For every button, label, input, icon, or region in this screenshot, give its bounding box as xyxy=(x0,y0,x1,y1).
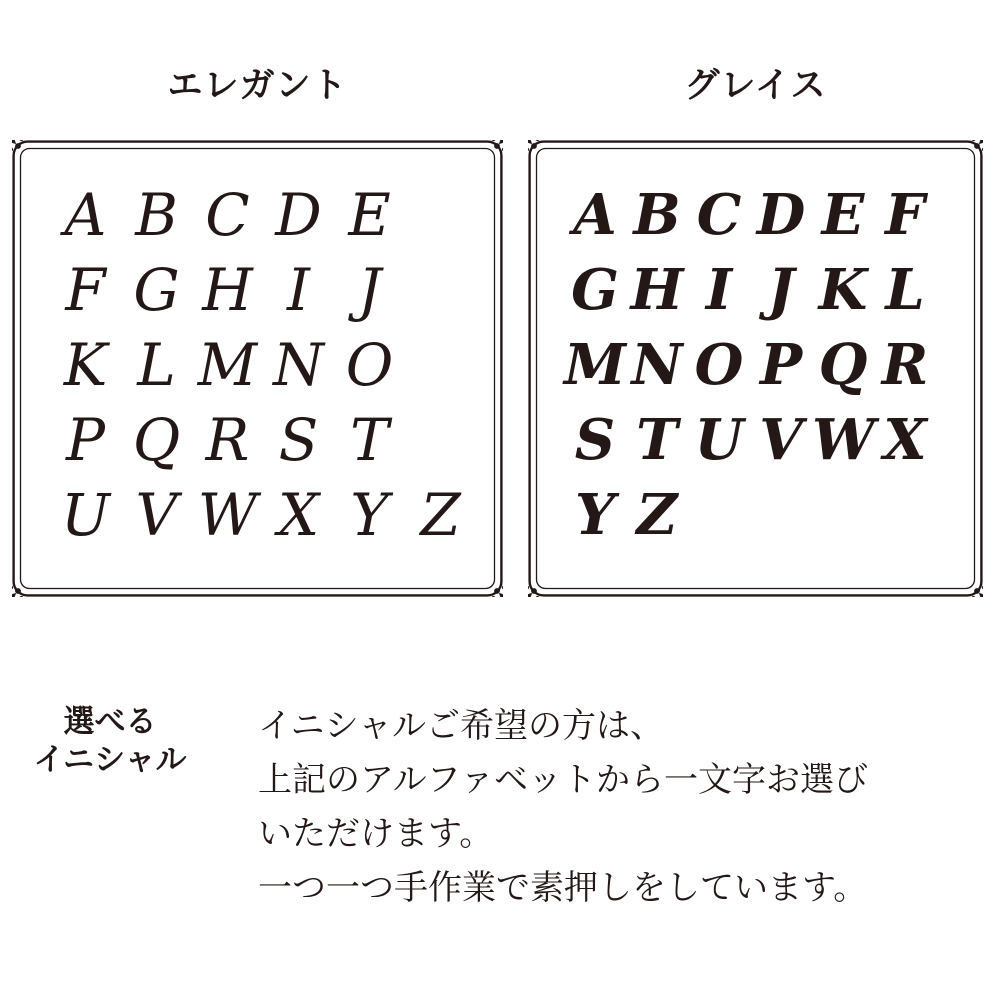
caption-label xyxy=(15,703,205,779)
alphabet-letter: F xyxy=(65,256,106,324)
alphabet-letter: C xyxy=(205,181,250,249)
alphabet-letter: X xyxy=(277,481,320,549)
alphabet-row xyxy=(528,328,983,403)
alphabet-letter: L xyxy=(885,257,925,323)
alphabet-row xyxy=(12,403,503,478)
alphabet-letter: Z xyxy=(420,481,461,549)
elegant-panel xyxy=(12,140,503,597)
alphabet-letter: R xyxy=(881,332,929,398)
alphabet-letter: J xyxy=(767,257,795,323)
alphabet-letter: T xyxy=(350,406,389,474)
alphabet-letter: K xyxy=(818,257,868,323)
alphabet-letter: H xyxy=(630,257,684,323)
alphabet-letter: V xyxy=(759,407,803,473)
alphabet-letter: I xyxy=(705,257,733,323)
alphabet-letter: N xyxy=(631,332,683,398)
grace-panel xyxy=(528,140,983,597)
grace-alphabet xyxy=(528,178,983,553)
alphabet-letter: E xyxy=(348,181,391,249)
alphabet-letter: U xyxy=(694,407,744,473)
alphabet-row xyxy=(12,478,503,553)
elegant-panel-title: エレガント xyxy=(167,66,348,106)
alphabet-letter: S xyxy=(574,407,616,473)
alphabet-letter: U xyxy=(61,481,110,549)
alphabet-letter: G xyxy=(571,257,619,323)
alphabet-letter: D xyxy=(275,181,322,249)
caption-label-line: 選べる xyxy=(63,704,157,740)
caption-body-line: いただけます。 xyxy=(258,814,494,854)
grace-panel-title: グレイス xyxy=(684,66,827,106)
alphabet-letter: Z xyxy=(636,482,678,548)
caption-body-line: イニシャルご希望の方は、 xyxy=(258,706,664,746)
alphabet-letter: Y xyxy=(575,482,615,548)
alphabet-letter: W xyxy=(197,481,258,549)
alphabet-letter: S xyxy=(278,406,319,474)
alphabet-letter: V xyxy=(135,481,178,549)
alphabet-row xyxy=(528,253,983,328)
alphabet-letter: A xyxy=(573,182,617,248)
caption-label-line: イニシャル xyxy=(33,742,187,778)
alphabet-letter: O xyxy=(345,331,394,399)
alphabet-letter: Q xyxy=(818,332,868,398)
alphabet-letter: I xyxy=(287,256,310,324)
alphabet-row xyxy=(12,178,503,253)
caption-body-line: 上記のアルファベットから一文字お選び xyxy=(258,760,868,800)
alphabet-letter: H xyxy=(202,256,253,324)
alphabet-letter: Q xyxy=(132,406,181,474)
caption-body xyxy=(258,699,988,915)
elegant-alphabet xyxy=(12,178,503,553)
alphabet-letter: M xyxy=(564,332,626,398)
alphabet-letter: D xyxy=(756,182,806,248)
alphabet-letter: G xyxy=(133,256,180,324)
alphabet-row xyxy=(528,403,983,478)
alphabet-letter: O xyxy=(694,332,744,398)
alphabet-letter: P xyxy=(759,332,803,398)
alphabet-letter: P xyxy=(65,406,106,474)
alphabet-letter: L xyxy=(137,331,176,399)
alphabet-letter: C xyxy=(696,182,742,248)
alphabet-letter: E xyxy=(821,182,865,248)
alphabet-row xyxy=(528,178,983,253)
alphabet-row xyxy=(12,328,503,403)
alphabet-letter: M xyxy=(197,331,258,399)
alphabet-letter: B xyxy=(633,182,681,248)
alphabet-letter: J xyxy=(357,256,382,324)
caption-body-line: 一つ一つ手作業で素押しをしています。 xyxy=(258,868,868,908)
alphabet-letter: Y xyxy=(350,481,389,549)
alphabet-letter: N xyxy=(273,331,324,399)
alphabet-letter: F xyxy=(885,182,925,248)
alphabet-letter: X xyxy=(883,407,927,473)
alphabet-letter: R xyxy=(205,406,250,474)
alphabet-letter: T xyxy=(636,407,678,473)
alphabet-letter: K xyxy=(63,331,108,399)
alphabet-row xyxy=(12,253,503,328)
alphabet-row xyxy=(528,478,983,553)
alphabet-letter: B xyxy=(135,181,178,249)
alphabet-letter: W xyxy=(812,407,875,473)
alphabet-letter: A xyxy=(64,181,107,249)
